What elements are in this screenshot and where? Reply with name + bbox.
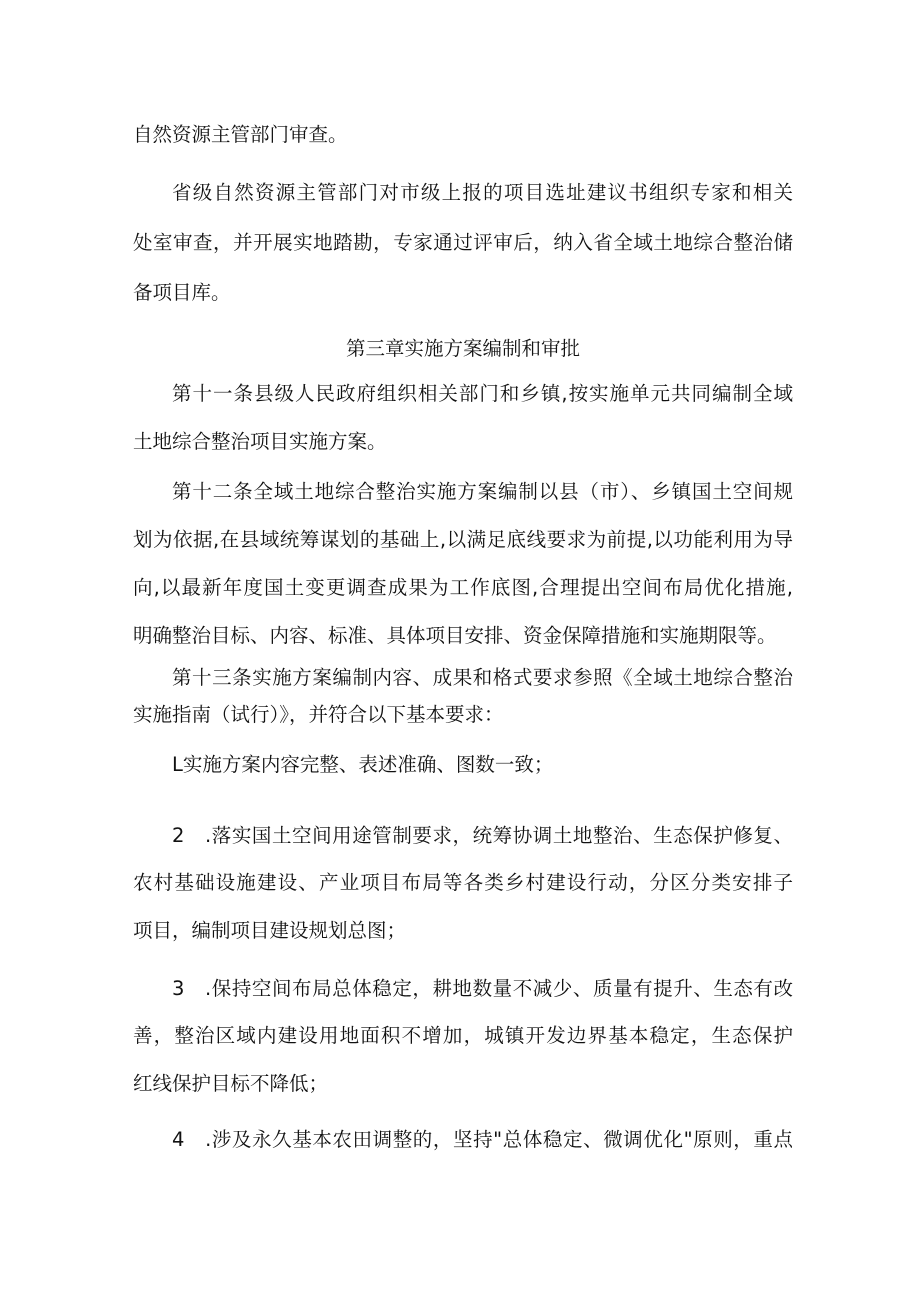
text-line-9: 划为依据,在县域统筹谋划的基础上,以满足底线要求为前提,以功能利用为导 [133,528,793,551]
text-line-1: 自然资源主管部门审查。 [133,123,348,146]
text-line-13: 实施指南（试行）》，并符合以下基本要求： [133,703,504,726]
text-line-19: 善，整治区域内建设用地面积不增加，城镇开发边界基本稳定，生态保护 [133,1024,793,1047]
text-line-10: 向,以最新年度国土变更调查成果为工作底图,合理提出空间布局优化措施, [133,576,793,599]
text-line-3: 处室审查，并开展实地踏勘，专家通过评审后，纳入省全域土地综合整治储 [133,231,793,254]
text-line-17: 项目，编制项目建设规划总图； [133,919,407,942]
text-line-21: 4 .涉及永久基本农田调整的，坚持"总体稳定、微调优化"原则，重点 [172,1128,793,1151]
text-line-8: 第十二条全域土地综合整治实施方案编制以县（市）、乡镇国土空间规 [172,480,793,503]
text-line-2: 省级自然资源主管部门对市级上报的项目选址建议书组织专家和相关 [172,181,793,204]
text-line-14: L实施方案内容完整、表述准确、图数一致； [172,753,554,776]
text-line-18: 3 .保持空间布局总体稳定，耕地数量不减少、质量有提升、生态有改 [172,977,793,1000]
text-line-6: 第十一条县级人民政府组织相关部门和乡镇,按实施单元共同编制全域 [172,382,793,405]
text-line-11: 明确整治目标、内容、标准、具体项目安排、资金保障措施和实施期限等。 [133,624,777,647]
text-line-20: 红线保护目标不降低； [133,1072,329,1095]
text-line-16: 农村基础设施建设、产业项目布局等各类乡村建设行动，分区分类安排子 [133,871,793,894]
text-line-7: 土地综合整治项目实施方案。 [133,430,387,453]
text-line-4: 备项目库。 [133,281,231,304]
text-line-15: 2 .落实国土空间用途管制要求，统筹协调土地整治、生态保护修复、 [172,824,793,847]
chapter-heading: 第三章实施方案编制和审批 [345,337,580,360]
text-line-12: 第十三条实施方案编制内容、成果和格式要求参照《全域土地综合整治 [172,666,793,689]
